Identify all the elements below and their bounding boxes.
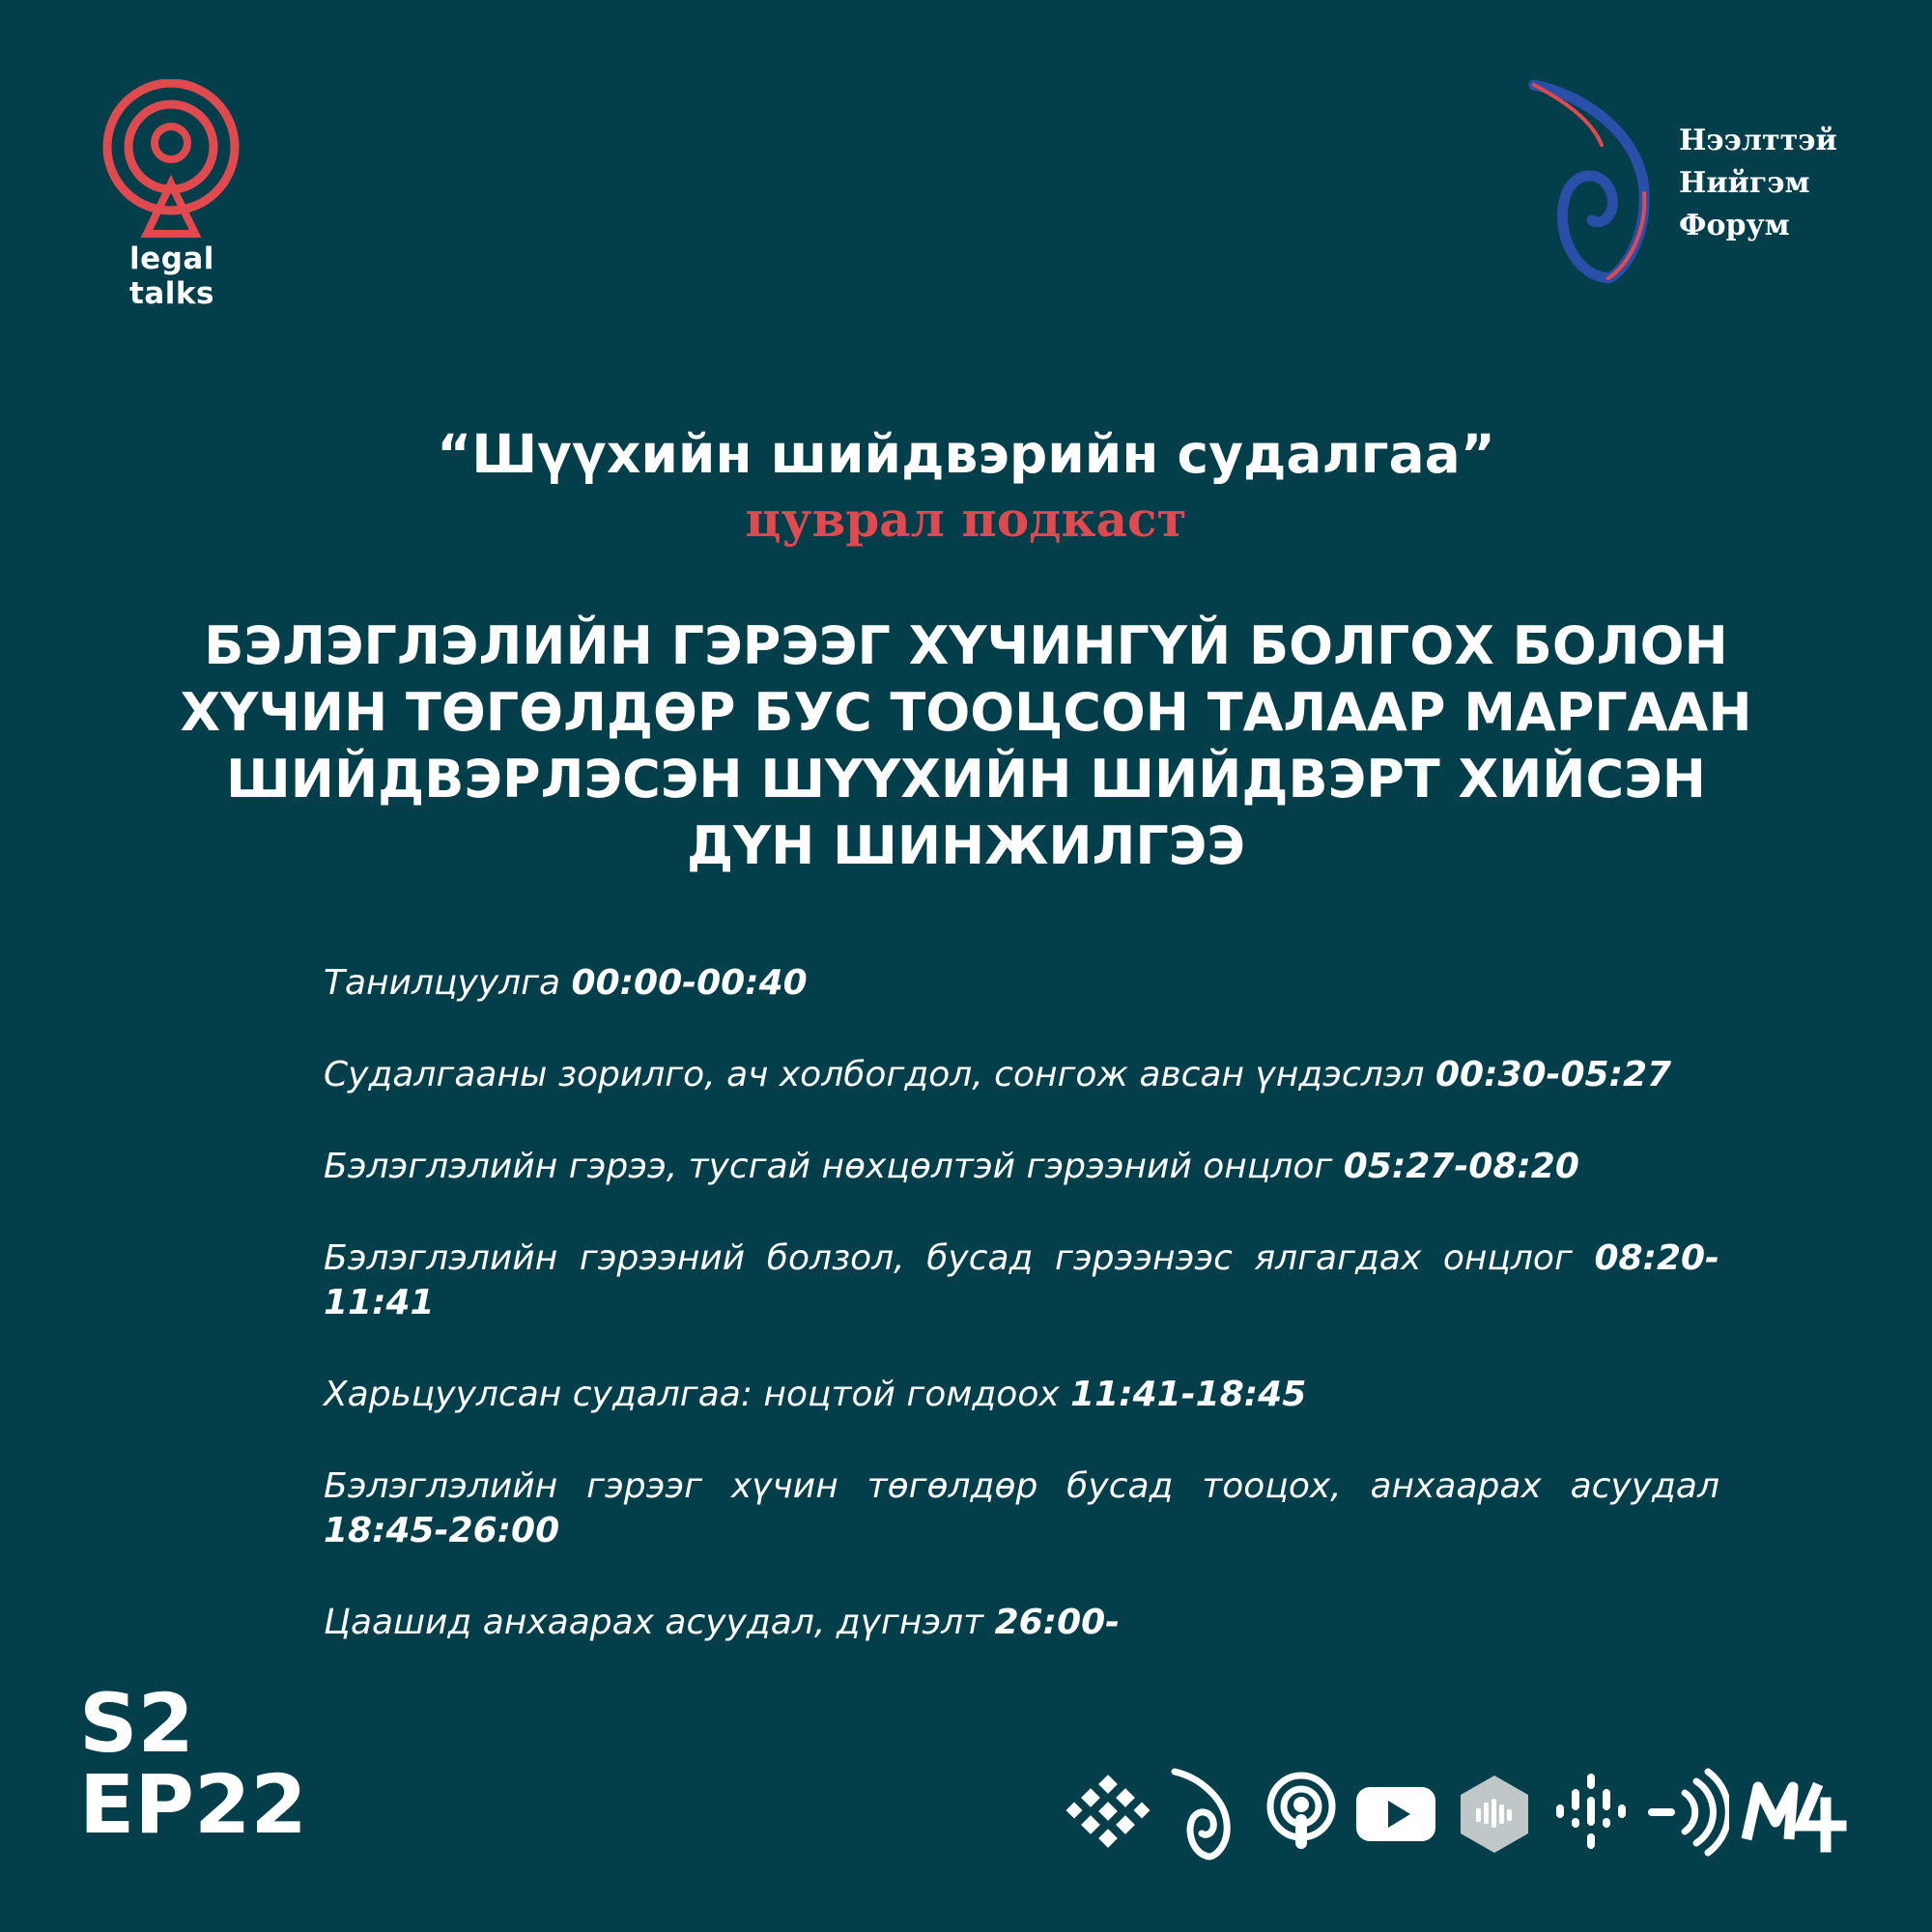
timeline-time: 00:30-05:27 [1435,1055,1672,1094]
timeline-item [324,1145,1719,1189]
timeline-time: 00:00-00:40 [571,963,808,1003]
timeline-time: 08:20-11:41 [324,1238,1719,1322]
episode-timeline [324,961,1719,1692]
organization-name [1679,120,1837,247]
timeline-item [324,1373,1719,1417]
timeline-label: Харьцуулсан судалгаа: ноцтой гомдоох [324,1375,1060,1414]
timeline-label: Бэлэглэлийн гэрээг хүчин төгөлдөр бусад тооцох, анхаарах асуудал [324,1466,1719,1506]
organization-name-line: Нээлттэй [1679,124,1837,157]
timeline-label: Цаашид анхаарах асуудал, дүгнэлт [324,1603,984,1642]
timeline-item [324,1053,1719,1097]
platform-links [1065,1764,1857,1870]
organization-logo [1517,77,1903,290]
organization-name-line: Нийгэм [1679,166,1810,200]
timeline-item [324,1236,1719,1325]
timeline-item [324,1601,1719,1645]
series-subtitle: цуврал подкаст [745,491,1187,548]
castbox-icon[interactable] [1451,1764,1538,1861]
radio-wave-icon[interactable] [1642,1764,1729,1861]
podcast-icon[interactable] [1258,1764,1345,1861]
timeline-item [324,961,1719,1006]
timeline-label: Судалгааны зорилго, ач холбогдол, сонгож авсан үндэслэл [324,1055,1425,1094]
spiral-logo-icon [1517,77,1671,290]
season-episode-badge [79,1676,307,1852]
timeline-time: 05:27-08:20 [1343,1147,1579,1186]
timeline-label: Бэлэглэлийн гэрээний болзол, бусад гэрээнээс ялгагдах онцлог [324,1238,1573,1278]
organization-name-line: Форум [1679,209,1790,242]
timeline-label: Танилцуулга [324,963,561,1003]
episode-number: EP22 [79,1757,307,1852]
m4-icon[interactable] [1741,1764,1847,1861]
timeline-time: 26:00- [994,1603,1121,1642]
series-title: “Шүүхийн шийдвэрийн судалгаа” [437,423,1495,485]
episode-title: БЭЛЭГЛЭЛИЙН ГЭРЭЭГ ХҮЧИНГҮЙ БОЛГОХ БОЛОН ХҮЧИН ТӨГӨЛДӨР БУС ТООЦСОН ТАЛААР МАРГААН ШИЙДВЭРЛЭСЭН ШҮҮХИЙН ШИЙДВЭРТ ХИЙСЭН ДҮН ШИНЖИЛГЭЭ [180,615,1752,876]
timeline-label: Бэлэглэлийн гэрээ, тусгай нөхцөлтэй гэрээний онцлог [324,1147,1333,1186]
legal-talks-logo [85,79,259,311]
google-podcasts-icon[interactable] [1548,1764,1634,1861]
timeline-time: 18:45-26:00 [324,1511,560,1550]
brand-name: legal talks [129,242,214,311]
podcast-antenna-icon [91,79,253,243]
dots-cube-icon[interactable] [1065,1764,1151,1861]
swirl-icon[interactable] [1161,1764,1248,1861]
season-number: S2 [79,1676,194,1771]
youtube-icon[interactable] [1352,1764,1439,1861]
timeline-item [324,1464,1719,1553]
timeline-time: 11:41-18:45 [1070,1375,1307,1414]
